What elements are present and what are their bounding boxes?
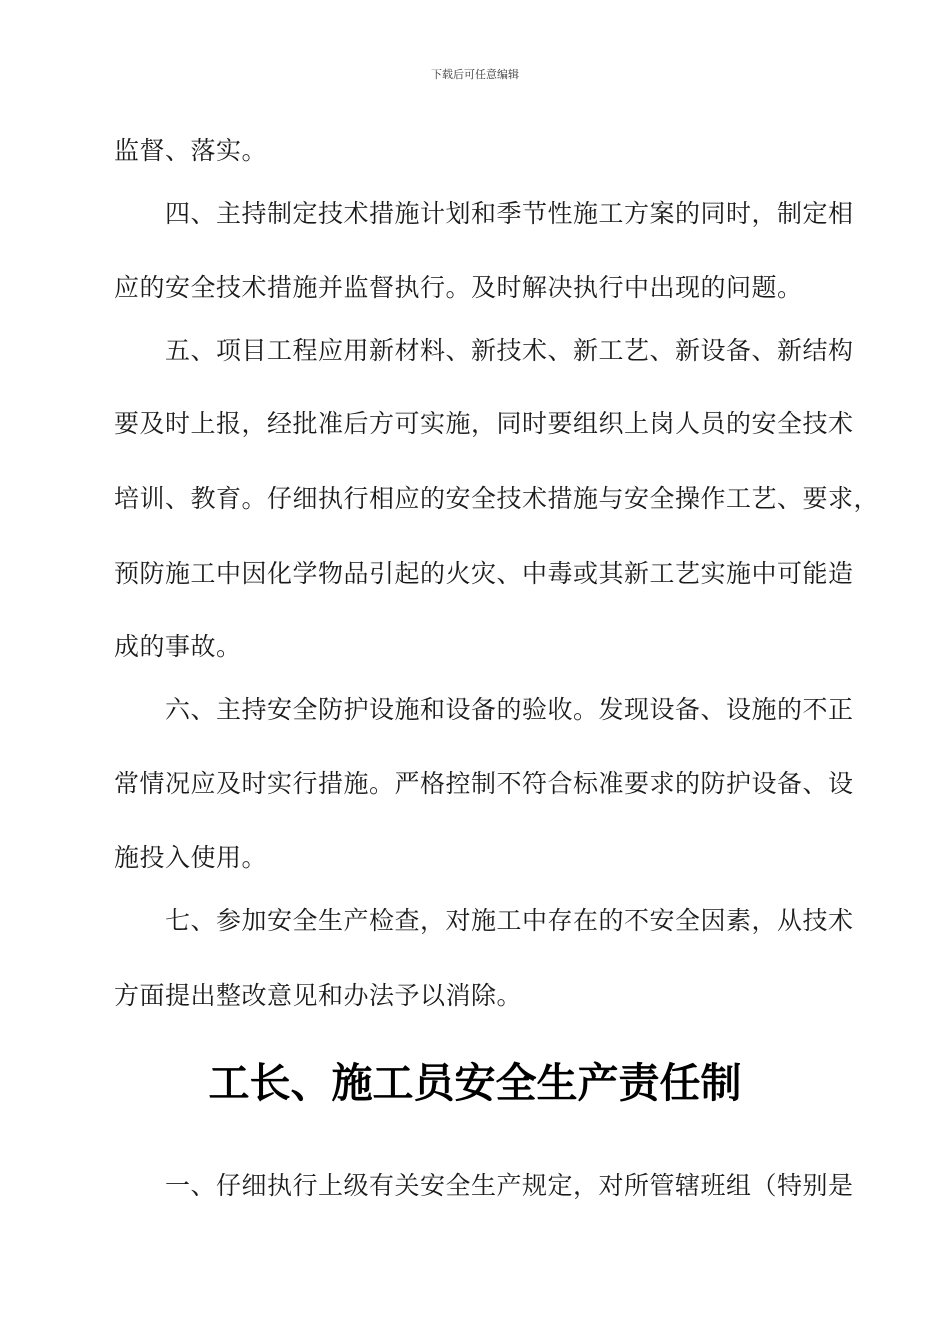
text-line: 施投入使用。: [114, 843, 268, 872]
page-header: 下载后可任意编辑: [431, 68, 519, 81]
text-line: 预防施工中因化学物品引起的火灾、中毒或其新工艺实施中可能造: [114, 559, 854, 588]
text-line: 培训、教育。仔细执行相应的安全技术措施与安全操作工艺、要求，: [114, 484, 880, 513]
text-line: 五、项目工程应用新材料、新技术、新工艺、新设备、新结构: [165, 336, 854, 365]
section-title: 工长、施工员安全生产责任制: [208, 1059, 742, 1107]
text-line: 七、参加安全生产检查，对施工中存在的不安全因素，从技术: [165, 906, 854, 935]
text-line: 应的安全技术措施并监督执行。及时解决执行中出现的问题。: [114, 273, 803, 302]
text-line: 方面提出整改意见和办法予以消除。: [114, 981, 523, 1010]
text-line: 监督、落实。: [114, 136, 268, 165]
text-line: 四、主持制定技术措施计划和季节性施工方案的同时，制定相: [165, 199, 854, 228]
text-line: 要及时上报，经批准后方可实施，同时要组织上岗人员的安全技术: [114, 409, 854, 438]
text-line: 一、仔细执行上级有关安全生产规定，对所管辖班组（特别是: [165, 1171, 854, 1200]
text-line: 成的事故。: [114, 632, 242, 661]
text-line: 常情况应及时实行措施。严格控制不符合标准要求的防护设备、设: [114, 769, 854, 798]
text-line: 六、主持安全防护设施和设备的验收。发现设备、设施的不正: [165, 695, 854, 724]
